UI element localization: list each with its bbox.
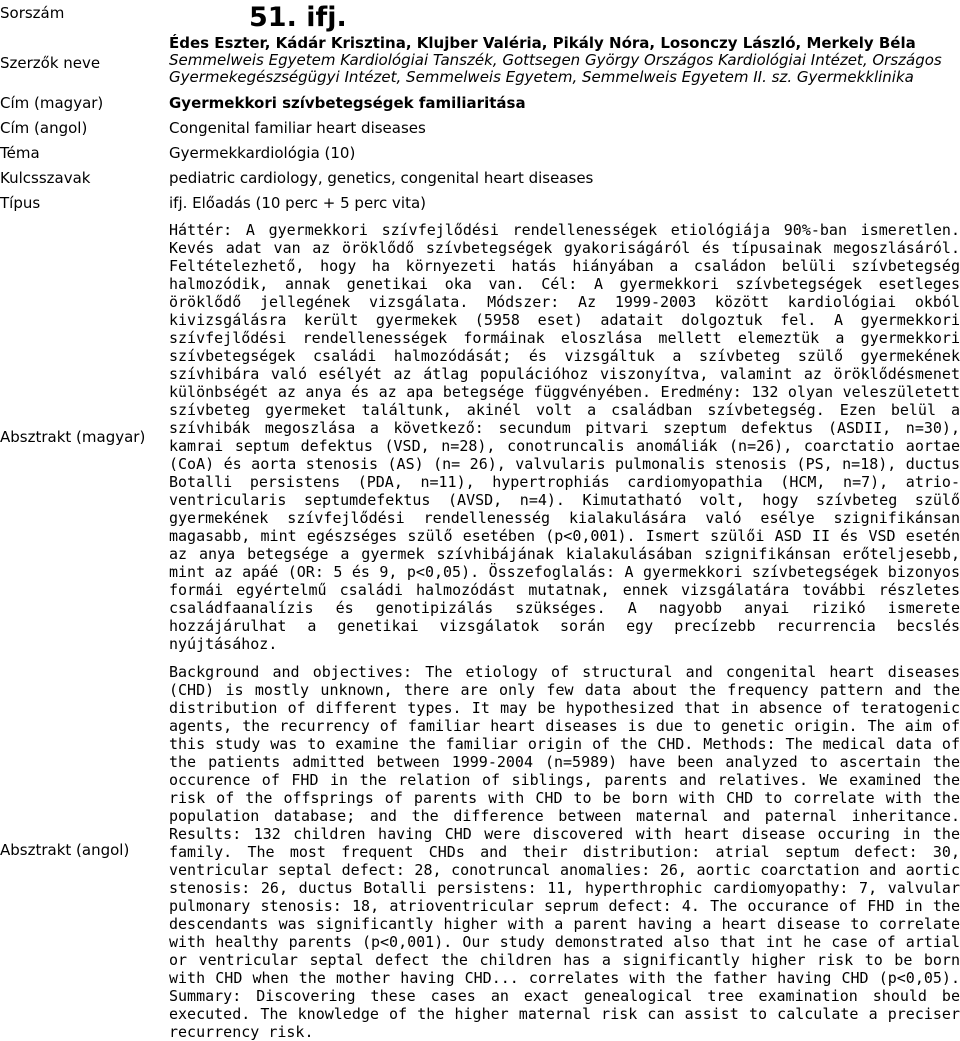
keywords-value: pediatric cardiology, genetics, congenital heart diseases bbox=[169, 168, 594, 187]
row-title-hu bbox=[0, 90, 960, 115]
row-topic bbox=[0, 140, 960, 165]
row-keywords bbox=[0, 165, 960, 190]
label-abstract-en: Absztrakt (angol) bbox=[0, 841, 130, 859]
abstract-hu-text: Háttér: A gyermekkori szívfejlődési rendellenességek etiológiája 90%-ban ismeretlen. Kevés adat van az öröklődő szívbetegségek gyakoriságáról és típusainak megoszlásáról. Feltételezhető, hogy ha környezeti hatás hiányában a családon belüli szívbetegség halmozódik, annak genetikai oka van. Cél: A gyermekkori szívbetegségek esetleges öröklődő jellegének vizsgálata. Módszer: Az 1999-2003 között kardiológiai okból kivizsgálásra került gyermekek (5958 eset) adatait dolgoztuk fel. A gyermekkori szívfejlődési rendellenességek formáinak eloszlása mellett elemeztük a gyermekkori szívbetegségek családi halmozódását; és vizsgáltuk a szívbeteg szülő gyermekének szívhibára való esélyét az átlag populációhoz viszonyítva, valamint az öröklődésmenet különbségét az anya és az apa betegsége függvényében. Eredmény: 132 olyan veleszületett szívbeteg gyermeket találtunk, akinél volt a családban szívbetegség. Ezen belül a szívhibák megoszlása a következő: secundum pitvari szeptum defektus (ASDII, n=30), kamrai septum defektus (VSD, n=28), conotruncalis anomáliák (n=26), coarctatio aortae (CoA) és aorta stenosis (AS) (n= 26), valvularis pulmonalis stenosis (PS, n=18), ductus Botalli persistens (PDA, n=11), hypertrophiás cardiomyopathia (HCM, n=7), atrio-ventricularis septumdefektus (AVSD, n=4). Kimutatható volt, hogy szívbeteg szülő gyermekének szívfejlődési rendellenesség kialakulására való esélye szignifikánsan magasabb, mint egészséges szülő esetében (p<0,001). Ismert szülői ASD II és VSD esetén az anya betegsége a gyermek szívhibájának kialakulásában szignifikánsan erőteljesebb, mint az apáé (OR: 5 és 9, p<0,05). Összefoglalás: A gyermekkori szívbetegségek bizonyos formái egyértelmű családi halmozódást mutatnak, ennek vizsgálatára további részletes családfaanalízis és genotipizálás szükséges. A nagyobb anyai rizikó ismerete hozzájárulhat a genetikai vizsgálatok során egy precízebb recurrencia becslés nyújtásához. bbox=[169, 221, 960, 653]
row-sorszam bbox=[0, 0, 960, 35]
label-type: Típus bbox=[0, 193, 41, 212]
record-number: 51. ifj. bbox=[249, 2, 347, 33]
label-keywords: Kulcsszavak bbox=[0, 168, 91, 187]
author-names: Édes Eszter, Kádár Krisztina, Klujber Valéria, Pikály Nóra, Losonczy László, Merkely Béla bbox=[169, 34, 916, 52]
row-abstract-hu bbox=[0, 215, 960, 659]
title-en: Congenital familiar heart diseases bbox=[169, 118, 426, 137]
topic-value: Gyermekkardiológia (10) bbox=[169, 143, 356, 162]
label-sorszam: Sorszám bbox=[0, 4, 65, 22]
label-abstract-hu: Absztrakt (magyar) bbox=[0, 428, 146, 446]
label-title-en: Cím (angol) bbox=[0, 118, 88, 137]
row-title-en bbox=[0, 115, 960, 140]
row-type bbox=[0, 190, 960, 215]
type-value: ifj. Előadás (10 perc + 5 perc vita) bbox=[169, 193, 426, 212]
title-hu: Gyermekkori szívbetegségek familiaritása bbox=[169, 93, 526, 112]
row-abstract-en bbox=[0, 659, 960, 1041]
label-authors: Szerzők neve bbox=[0, 53, 101, 72]
abstract-en-text: Background and objectives: The etiology of structural and congenital heart diseases (CHD) is mostly unknown, there are only few data about the frequency pattern and the distribution of different types. It may be hypothesized that in absence of teratogenic agents, the recurrency of familiar heart diseases is due to genetic origin. The aim of this study was to examine the familiar origin of the CHD. Methods: The medical data of the patients admitted between 1999-2004 (n=5989) have been analyzed to ascertain the occurence of FHD in the relation of siblings, parents and relatives. We examined the risk of the offsprings of parents with CHD to be born with CHD to correlate with the population database; and the difference between maternal and paternal inheritance. Results: 132 children having CHD were discovered with heart disease occuring in the family. The most frequent CHDs and their distribution: atrial septum defect: 30, ventricular septal defect: 28, conotruncal anomalies: 26, aortic coarctation and aortic stenosis: 26, ductus Botalli persistens: 11, hyperthrophic cardiomyopathy: 7, valvular pulmonary stenosis: 18, atrioventricular seprum defect: 4. The occurance of FHD in the descendants was significantly higher with a parent having a heart disease to correlate with healthy parents (p<0,001). Our study demonstrated also that int he case of artial or ventricular septal defect the children has a significantly higher risk to be born with CHD when the mother having CHD... correlates with the father having CHD (p<0,05). Summary: Discovering these cases an exact genealogical tree examination should be executed. The knowledge of the higher maternal risk can assist to calculate a preciser recurrency risk. bbox=[169, 663, 960, 1041]
label-title-hu: Cím (magyar) bbox=[0, 93, 104, 112]
author-affiliations: Semmelweis Egyetem Kardiológiai Tanszék, Gottsegen György Országos Kardiológiai Intézet, Országos Gyermekegészségügyi Intézet, Semmelweis Egyetem, Semmelweis Egyetem II. sz. Gyermekklinika bbox=[169, 51, 942, 86]
row-authors bbox=[0, 35, 960, 90]
label-topic: Téma bbox=[0, 143, 40, 162]
